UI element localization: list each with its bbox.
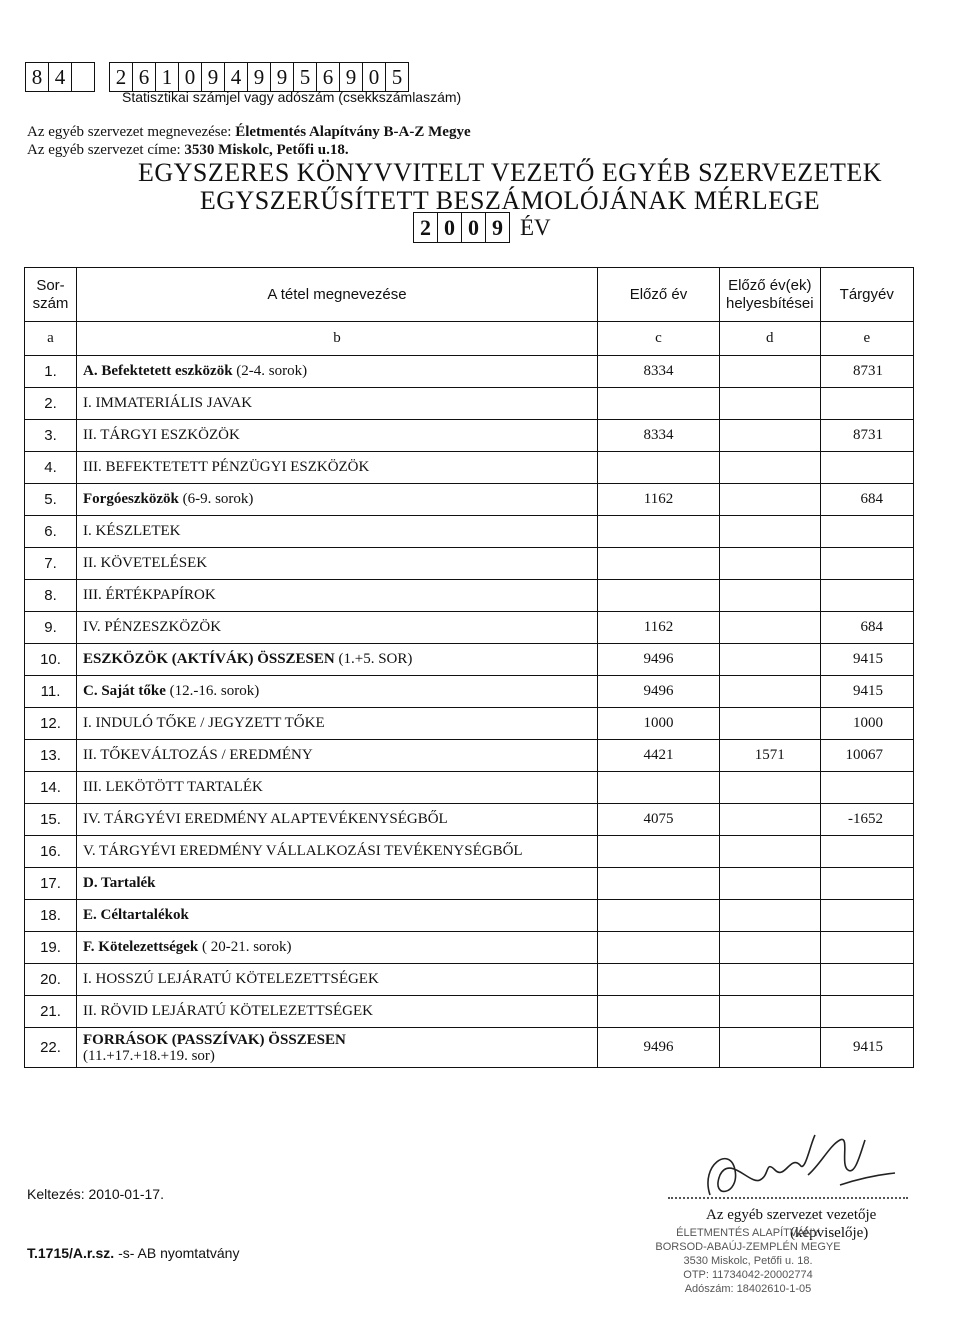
table-row	[25, 484, 914, 516]
row-number: 15.	[25, 804, 77, 836]
year-suffix: ÉV	[520, 214, 551, 240]
organization-stamp	[648, 1226, 848, 1296]
row-label-text: (6-9. sorok)	[178, 491, 254, 507]
row-prev-year	[598, 900, 720, 932]
row-number: 16.	[25, 836, 77, 868]
row-current-year: 8731	[820, 420, 913, 452]
tax-id-digit: 8	[25, 62, 49, 92]
row-number: 22.	[25, 1028, 77, 1068]
row-correction	[720, 836, 821, 868]
tax-id-digit: 0	[178, 62, 202, 92]
table-row	[25, 356, 914, 388]
row-number: 5.	[25, 484, 77, 516]
row-prev-year	[598, 964, 720, 996]
row-number: 6.	[25, 516, 77, 548]
table-row	[25, 772, 914, 804]
row-prev-year: 9496	[598, 644, 720, 676]
row-correction	[720, 388, 821, 420]
year-digit: 9	[485, 212, 510, 243]
row-number: 8.	[25, 580, 77, 612]
header-elozo-ev: Előző év	[598, 268, 720, 322]
row-current-year	[820, 996, 913, 1028]
row-label-text: I. INDULÓ TŐKE / JEGYZETT TŐKE	[83, 715, 325, 731]
row-number: 13.	[25, 740, 77, 772]
row-current-year	[820, 516, 913, 548]
org-address-label: Az egyéb szervezet címe:	[27, 142, 181, 158]
table-row	[25, 900, 914, 932]
row-number: 2.	[25, 388, 77, 420]
row-current-year: -1652	[820, 804, 913, 836]
row-label	[77, 388, 598, 420]
tax-id-digit: 1	[155, 62, 179, 92]
row-number: 7.	[25, 548, 77, 580]
stamp-line: Adószám: 18402610-1-05	[684, 1283, 812, 1295]
year-boxes	[414, 212, 551, 243]
org-name-line	[27, 124, 471, 141]
row-label	[77, 772, 598, 804]
row-label	[77, 612, 598, 644]
row-number: 12.	[25, 708, 77, 740]
table-row	[25, 836, 914, 868]
header-targyev: Tárgyév	[820, 268, 913, 322]
balance-table	[24, 267, 914, 1068]
table-row	[25, 868, 914, 900]
row-label-bold: Forgóeszközök	[83, 491, 179, 507]
header-helyesbites: Előző év(ek) helyesbítései	[720, 268, 821, 322]
row-label-text: I. IMMATERIÁLIS JAVAK	[83, 395, 253, 411]
table-row	[25, 516, 914, 548]
title-line-2: EGYSZERŰSÍTETT BESZÁMOLÓJÁNAK MÉRLEGE	[199, 186, 821, 215]
tax-id-digit	[71, 62, 95, 92]
row-current-year	[820, 388, 913, 420]
signature-line	[668, 1197, 908, 1199]
row-number: 17.	[25, 868, 77, 900]
row-label	[77, 708, 598, 740]
row-prev-year	[598, 388, 720, 420]
table-body	[25, 356, 914, 1028]
row-correction	[720, 484, 821, 516]
row-current-year	[820, 580, 913, 612]
tax-id-digit: 0	[362, 62, 386, 92]
row-correction	[720, 516, 821, 548]
table-row	[25, 420, 914, 452]
row-label-sub: (11.+17.+18.+19. sor)	[83, 1047, 215, 1064]
row-label-text: III. LEKÖTÖTT TARTALÉK	[83, 779, 263, 795]
row-label-text: I. HOSSZÚ LEJÁRATÚ KÖTELEZETTSÉGEK	[83, 971, 379, 987]
row-current-year: 9415	[820, 676, 913, 708]
row-current-year: 684	[820, 484, 913, 516]
row-label-text: (1.+5. SOR)	[334, 651, 413, 667]
year-digit: 0	[461, 212, 486, 243]
table-row	[25, 548, 914, 580]
row-correction: 1571	[720, 740, 821, 772]
row-current-year	[820, 868, 913, 900]
table-total-body	[25, 1028, 914, 1068]
row-label-text: II. KÖVETELÉSEK	[83, 555, 208, 571]
row-prev-year: 9496	[598, 1028, 720, 1068]
stamp-line: OTP: 11734042-20002774	[683, 1269, 813, 1281]
row-label	[77, 740, 598, 772]
row-correction	[720, 612, 821, 644]
column-letter: c	[598, 322, 720, 356]
row-current-year: 684	[820, 612, 913, 644]
row-prev-year	[598, 772, 720, 804]
row-prev-year	[598, 516, 720, 548]
tax-id-digit: 5	[293, 62, 317, 92]
row-label	[77, 964, 598, 996]
row-label	[77, 804, 598, 836]
row-label-text: II. TŐKEVÁLTOZÁS / EREDMÉNY	[83, 747, 313, 763]
tax-id-digit: 9	[247, 62, 271, 92]
row-number: 3.	[25, 420, 77, 452]
row-number: 19.	[25, 932, 77, 964]
row-label-text: ( 20-21. sorok)	[198, 939, 292, 955]
tax-id-digit: 6	[316, 62, 340, 92]
row-correction	[720, 964, 821, 996]
row-current-year: 8731	[820, 356, 913, 388]
row-label-text: I. KÉSZLETEK	[83, 523, 181, 539]
row-number: 10.	[25, 644, 77, 676]
row-prev-year: 1162	[598, 484, 720, 516]
row-correction	[720, 868, 821, 900]
year-digit: 2	[413, 212, 438, 243]
row-label-bold: F. Kötelezettségek	[83, 939, 199, 955]
table-row	[25, 676, 914, 708]
tax-id-digit: 9	[339, 62, 363, 92]
row-current-year	[820, 548, 913, 580]
row-current-year: 10067	[820, 740, 913, 772]
row-label	[77, 868, 598, 900]
row-prev-year: 1162	[598, 612, 720, 644]
signer-title: Az egyéb szervezet vezetője	[706, 1207, 877, 1223]
row-label-text: III. ÉRTÉKPAPÍROK	[83, 587, 216, 603]
row-label	[77, 996, 598, 1028]
row-correction	[720, 900, 821, 932]
tax-id-boxes	[26, 62, 409, 92]
header-sorszam: Sor- szám	[25, 268, 77, 322]
table-row	[25, 612, 914, 644]
row-current-year	[820, 964, 913, 996]
row-correction	[720, 996, 821, 1028]
row-prev-year	[598, 452, 720, 484]
org-address-value: 3530 Miskolc, Petőfi u.18.	[184, 142, 349, 158]
row-number: 9.	[25, 612, 77, 644]
column-letter: b	[77, 322, 598, 356]
row-correction	[720, 1028, 821, 1068]
row-correction	[720, 580, 821, 612]
row-label	[77, 900, 598, 932]
row-label-text: IV. PÉNZESZKÖZÖK	[83, 619, 222, 635]
column-letter: d	[720, 322, 821, 356]
row-prev-year	[598, 836, 720, 868]
row-correction	[720, 452, 821, 484]
row-number: 21.	[25, 996, 77, 1028]
row-prev-year	[598, 868, 720, 900]
row-correction	[720, 644, 821, 676]
tax-id-digit: 9	[201, 62, 225, 92]
year-digit: 0	[437, 212, 462, 243]
row-prev-year: 8334	[598, 356, 720, 388]
signature-graphic	[690, 1125, 900, 1215]
row-correction	[720, 548, 821, 580]
row-label-text: III. BEFEKTETETT PÉNZÜGYI ESZKÖZÖK	[83, 459, 370, 475]
row-current-year: 1000	[820, 708, 913, 740]
table-row	[25, 932, 914, 964]
row-current-year	[820, 452, 913, 484]
header-tetel: A tétel megnevezése	[77, 268, 598, 322]
stamp-line: 3530 Miskolc, Petőfi u. 18.	[683, 1255, 813, 1267]
row-label	[77, 1028, 598, 1068]
row-prev-year: 8334	[598, 420, 720, 452]
column-letter: e	[820, 322, 913, 356]
stamp-line: BORSOD-ABAÚJ-ZEMPLÉN MEGYE	[655, 1241, 841, 1253]
row-correction	[720, 356, 821, 388]
stamp-line: ÉLETMENTÉS ALAPÍTVÁNY	[676, 1227, 820, 1239]
org-name-label: Az egyéb szervezet megnevezése:	[27, 124, 232, 140]
form-note: -s- AB nyomtatvány	[118, 1245, 240, 1261]
row-current-year	[820, 932, 913, 964]
org-address-line	[27, 142, 349, 159]
table-row	[25, 644, 914, 676]
row-correction	[720, 676, 821, 708]
table-row	[25, 804, 914, 836]
row-current-year: 9415	[820, 644, 913, 676]
table-row	[25, 740, 914, 772]
row-prev-year: 9496	[598, 676, 720, 708]
tax-id-digit: 2	[109, 62, 133, 92]
row-prev-year	[598, 548, 720, 580]
form-code: T.1715/A.r.sz.	[27, 1245, 115, 1261]
row-number: 1.	[25, 356, 77, 388]
column-letter: a	[25, 322, 77, 356]
row-number: 14.	[25, 772, 77, 804]
row-correction	[720, 708, 821, 740]
row-label	[77, 836, 598, 868]
row-correction	[720, 420, 821, 452]
form-code-line	[27, 1245, 239, 1261]
row-prev-year: 4421	[598, 740, 720, 772]
row-label	[77, 356, 598, 388]
row-label-bold: C. Saját tőke	[83, 683, 166, 699]
row-prev-year: 4075	[598, 804, 720, 836]
tax-id-digit: 9	[270, 62, 294, 92]
title-line-1: EGYSZERES KÖNYVVITELT VEZETŐ EGYÉB SZERVEZETEK	[137, 158, 883, 187]
row-prev-year	[598, 996, 720, 1028]
tax-id-digit: 6	[132, 62, 156, 92]
row-label-text: V. TÁRGYÉVI EREDMÉNY VÁLLALKOZÁSI TEVÉKENYSÉGBŐL	[83, 843, 523, 859]
row-label-bold: D. Tartalék	[83, 875, 156, 891]
table-row	[25, 388, 914, 420]
row-label-bold: A. Befektetett eszközök	[83, 363, 233, 379]
row-correction	[720, 772, 821, 804]
row-current-year	[820, 900, 913, 932]
row-label-text: II. RÖVID LEJÁRATÚ KÖTELEZETTSÉGEK	[83, 1003, 373, 1019]
row-current-year	[820, 772, 913, 804]
date-line: Keltezés: 2010-01-17.	[27, 1186, 164, 1202]
row-label-text: (2-4. sorok)	[232, 363, 308, 379]
table-header-row	[25, 268, 914, 322]
signer-subtitle: (képviselője)	[790, 1225, 869, 1241]
row-number: 20.	[25, 964, 77, 996]
row-label	[77, 932, 598, 964]
table-row	[25, 964, 914, 996]
table-row	[25, 580, 914, 612]
row-current-year: 9415	[820, 1028, 913, 1068]
tax-id-digit: 4	[48, 62, 72, 92]
row-label	[77, 676, 598, 708]
row-number: 18.	[25, 900, 77, 932]
row-number: 4.	[25, 452, 77, 484]
row-label-text: (12.-16. sorok)	[165, 683, 260, 699]
row-label	[77, 484, 598, 516]
row-label	[77, 548, 598, 580]
row-label-bold: E. Céltartalékok	[83, 907, 189, 923]
row-label	[77, 420, 598, 452]
row-correction	[720, 932, 821, 964]
row-prev-year	[598, 580, 720, 612]
row-label	[77, 644, 598, 676]
row-current-year	[820, 836, 913, 868]
tax-id-caption: Statisztikai számjel vagy adószám (csekkszámlaszám)	[122, 89, 462, 105]
column-letters-row	[25, 322, 914, 356]
table-row	[25, 452, 914, 484]
tax-id-digit: 5	[385, 62, 409, 92]
table-row	[25, 996, 914, 1028]
row-prev-year: 1000	[598, 708, 720, 740]
row-label-bold: ESZKÖZÖK (AKTÍVÁK) ÖSSZESEN	[83, 651, 335, 667]
tax-id-digit	[94, 62, 110, 90]
org-name-value: Életmentés Alapítvány B-A-Z Megye	[235, 124, 471, 140]
tax-id-digit: 4	[224, 62, 248, 92]
row-label	[77, 516, 598, 548]
row-label-text: IV. TÁRGYÉVI EREDMÉNY ALAPTEVÉKENYSÉGBŐL	[83, 811, 448, 827]
row-label-text: II. TÁRGYI ESZKÖZÖK	[83, 427, 240, 443]
row-label	[77, 580, 598, 612]
row-prev-year	[598, 932, 720, 964]
row-number: 11.	[25, 676, 77, 708]
table-row	[25, 708, 914, 740]
table-row-total	[25, 1028, 914, 1068]
row-label	[77, 452, 598, 484]
row-correction	[720, 804, 821, 836]
row-label-main: FORRÁSOK (PASSZÍVAK) ÖSSZESEN	[83, 1031, 346, 1048]
